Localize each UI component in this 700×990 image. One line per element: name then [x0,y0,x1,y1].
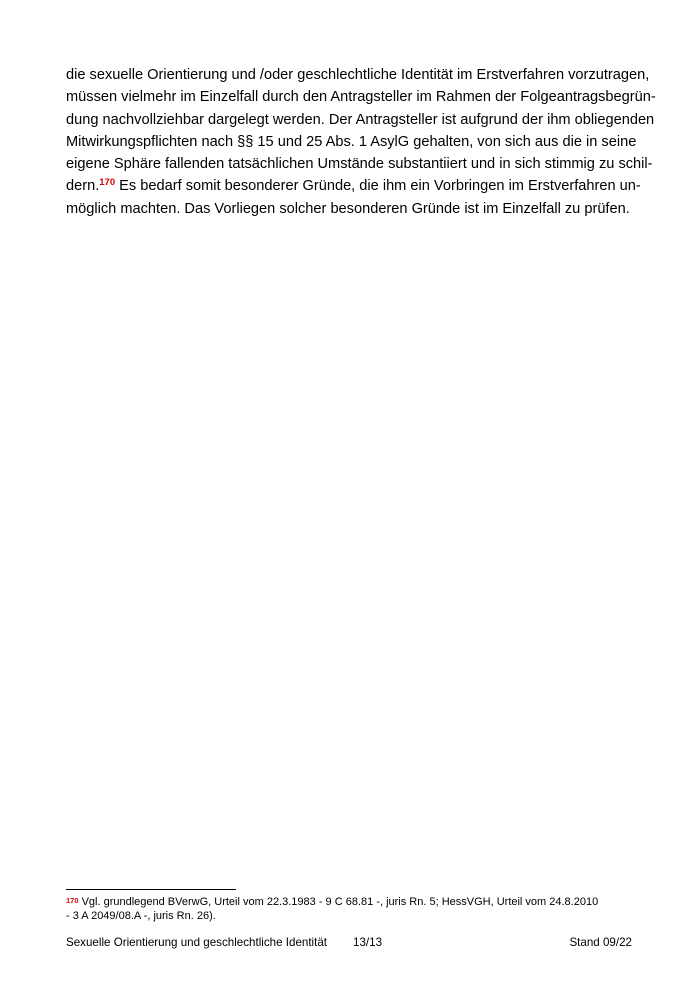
footer-document-title: Sexuelle Orientierung und geschlechtliche Identität [66,936,328,949]
footnote-line-1 [66,895,633,909]
footnote-number: 170 [66,896,79,905]
footer-page-number: 13/13 [353,936,383,949]
body-line-6-start: dern. [66,178,100,195]
body-line-2: müssen vielmehr im Einzelfall durch den Antragsteller im Rahmen der Folgeantragsbegrün- [66,89,656,106]
footnote-separator [66,889,236,890]
body-line-4: Mitwirkungspflichten nach §§ 15 und 25 Abs. 1 AsylG gehalten, von sich aus die in seine [66,133,637,150]
body-line-5: eigene Sphäre fallenden tatsächlichen Umstände substantiiert und in sich stimmig zu schil- [66,156,653,173]
body-line-1: die sexuelle Orientierung und /oder geschlechtliche Identität im Erstverfahren vorzutragen, [66,67,650,83]
footnote-reference-link[interactable]: 170 [99,177,116,189]
footnote-text-1: Vgl. grundlegend BVerwG, Urteil vom 22.3.1983 - 9 C 68.81 -, juris Rn. 5; HessVGH, Urteil vom 24.8.2010 [78,896,599,908]
body-line-6 [66,175,641,197]
footer-version-date: Stand 09/22 [569,936,632,949]
body-paragraph [66,64,656,220]
body-line-3: dung nachvollziehbar dargelegt werden. Der Antragsteller ist aufgrund der ihm obliegenden [66,111,655,128]
footnote-line-2: - 3 A 2049/08.A -, juris Rn. 26). [66,910,216,922]
footnote [66,895,633,923]
body-line-6-rest: Es bedarf somit besonderer Gründe, die ihm ein Vorbringen im Erstverfahren un- [115,178,641,195]
body-line-7: möglich machten. Das Vorliegen solcher besonderen Gründe ist im Einzelfall zu prüfen. [66,200,630,217]
